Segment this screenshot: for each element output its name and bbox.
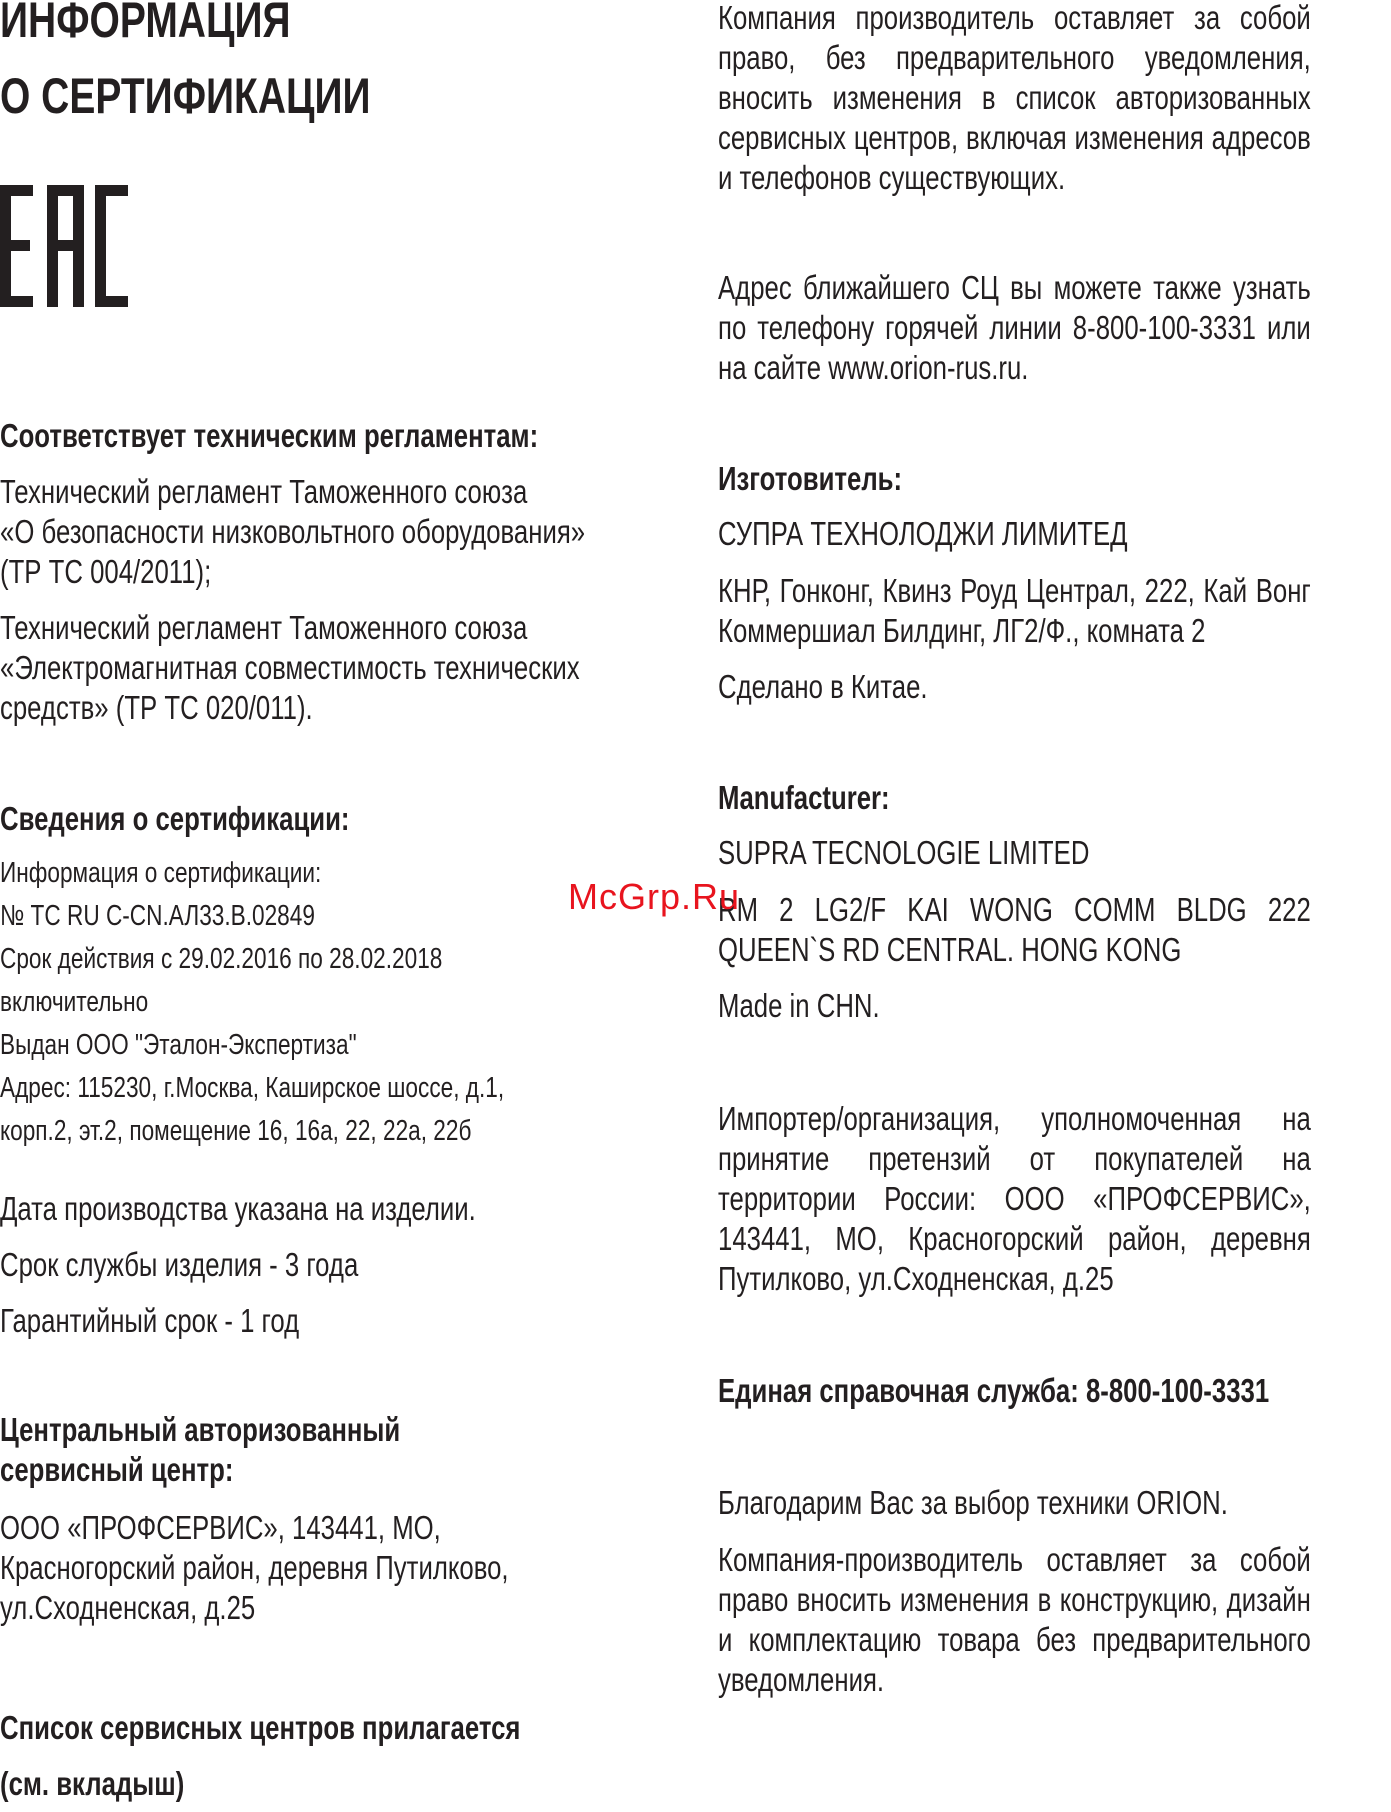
importer-paragraph: Импортер/организация, уполномоченная на принятие претензий от покупателей на территории России: ООО «ПРОФСЕРВИС», 143441, МО, Красногорский район, деревня Путилково, ул.Сходненская, д.25 xyxy=(718,1100,1311,1297)
page-title-line1: ИНФОРМАЦИЯ xyxy=(0,0,291,48)
manufacturer-ru-heading: Изготовитель: xyxy=(718,460,903,497)
eac-mark xyxy=(0,185,128,307)
service-center-address: ООО «ПРОФСЕРВИС», 143441, МО, Красногорский район, деревня Путилково, ул.Сходненская, д.25 xyxy=(0,1509,509,1626)
manufacturer-ru-made-in: Сделано в Китае. xyxy=(718,668,928,705)
certification-details: Информация о сертификации: № ТС RU С-CN.АЛ33.В.02849 Срок действия с 29.02.2016 по 28.02.2018 включительно Выдан ООО "Эталон-Экспертиза" Адрес: 115230, г.Москва, Каширское шоссе, д.1, корп.2, эт.2, помещение 16, 16а, 22, 22а, 22б xyxy=(0,857,505,1147)
watermark: McGrp.Ru xyxy=(568,876,741,917)
production-date-text: Дата производства указана на изделии. xyxy=(0,1190,476,1227)
manufacturer-en-name: SUPRA TECNOLOGIE LIMITED xyxy=(718,834,1090,871)
service-center-heading: Центральный авторизованный сервисный центр: xyxy=(0,1411,401,1488)
service-life-text: Срок службы изделия - 3 года xyxy=(0,1246,359,1283)
warranty-text: Гарантийный срок - 1 год xyxy=(0,1302,300,1339)
manufacturer-en-made-in: Made in CHN. xyxy=(718,987,880,1024)
rights-paragraph: Компания производитель оставляет за собой право, без предварительного уведомления, вносить изменения в список авторизованных сервисных центров, включая изменения адресов и телефонов существующих. xyxy=(718,0,1311,196)
service-list-note: Список сервисных центров прилагается (см. вкладыш) xyxy=(0,1709,521,1802)
page-title-line2: О СЕРТИФИКАЦИИ xyxy=(0,68,371,124)
changes-paragraph: Компания-производитель оставляет за собой право вносить изменения в конструкцию, дизайн и комплектацию товара без предварительного уведомления. xyxy=(718,1541,1311,1698)
thanks-text: Благодарим Вас за выбор техники ORION. xyxy=(718,1484,1228,1521)
manufacturer-en-address: RM 2 LG2/F KAI WONG COMM BLDG 222 QUEEN`S RD CENTRAL. HONG KONG xyxy=(718,891,1311,968)
regulation-2: Технический регламент Таможенного союза «Электромагнитная совместимость технических средств» (ТР ТС 020/011). xyxy=(0,609,580,726)
certification-heading: Сведения о сертификации: xyxy=(0,800,350,837)
regulation-1: Технический регламент Таможенного союза «О безопасности низковольтного оборудования» (ТР ТС 004/2011); xyxy=(0,473,586,590)
manufacturer-ru-address: КНР, Гонконг, Квинз Роуд Централ, 222, Кай Вонг Коммершиал Билдинг, ЛГ2/Ф., комната 2 xyxy=(718,572,1311,649)
address-paragraph: Адрес ближайшего СЦ вы можете также узнать по телефону горячей линии 8-800-100-3331 или на сайте www.orion-rus.ru. xyxy=(718,269,1311,386)
helpline-heading: Единая справочная служба: 8-800-100-3331 xyxy=(718,1372,1270,1409)
manufacturer-en-heading: Manufacturer: xyxy=(718,779,890,816)
regulations-heading: Соответствует техническим регламентам: xyxy=(0,417,539,454)
manufacturer-ru-name: СУПРА ТЕХНОЛОДЖИ ЛИМИТЕД xyxy=(718,515,1128,552)
